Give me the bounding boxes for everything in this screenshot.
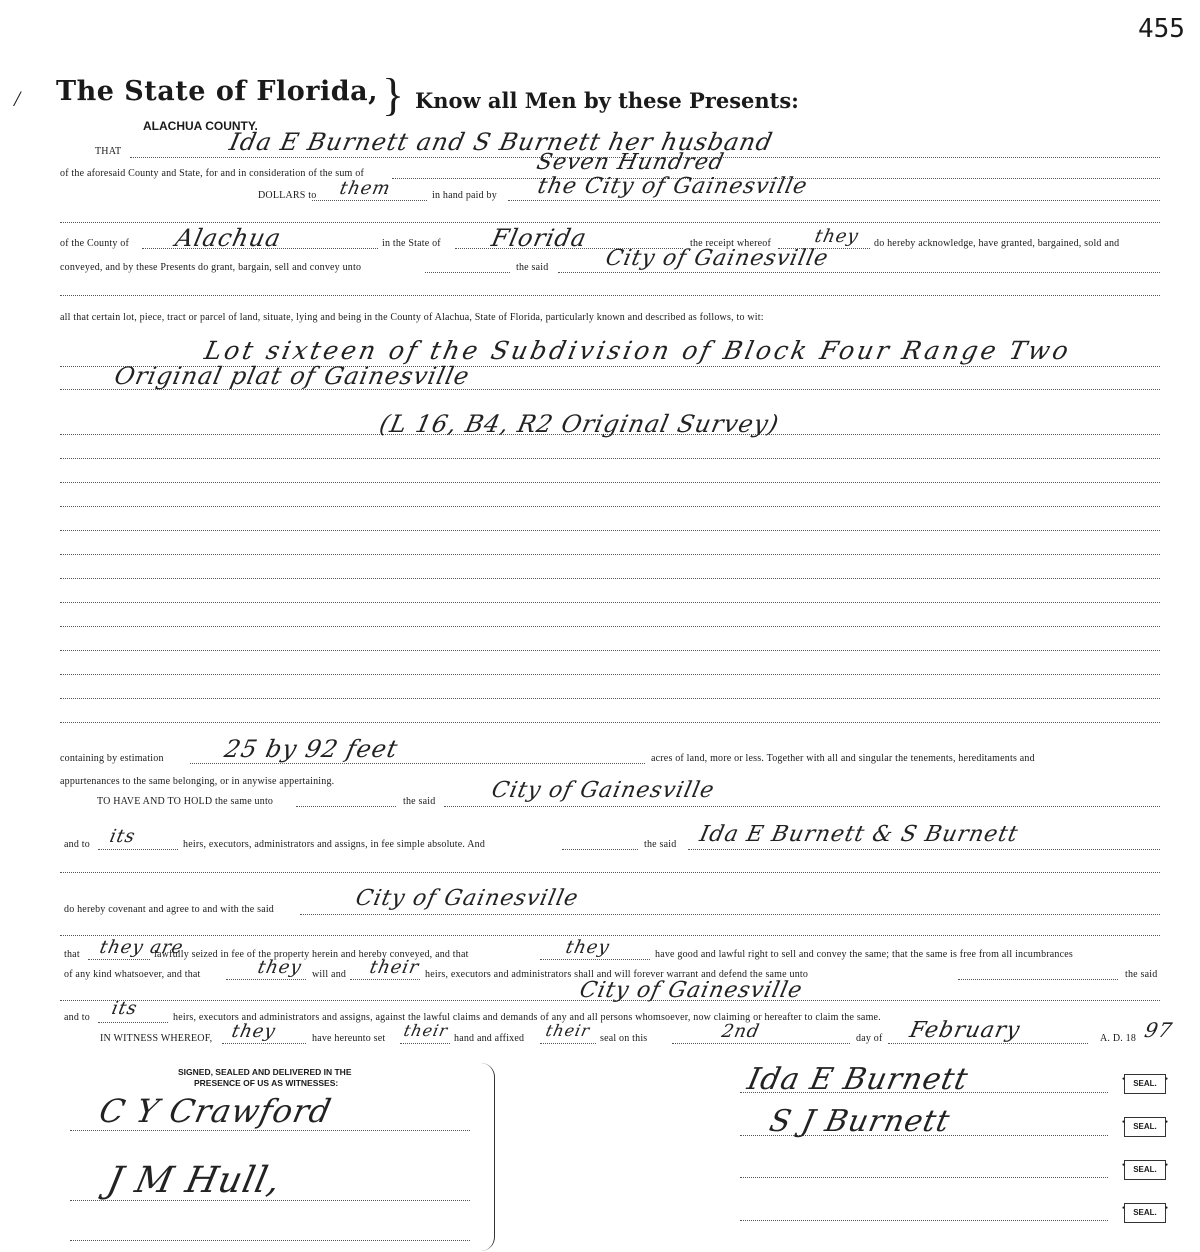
label-seal-on-this: seal on this	[600, 1033, 648, 1044]
label-paid-by: in hand paid by	[432, 190, 497, 201]
label-presence: PRESENCE OF US AS WITNESSES:	[194, 1078, 339, 1088]
desc-line-7	[60, 530, 1160, 531]
hw-estimation: 25 by 92 feet	[222, 735, 401, 763]
label-any-kind: of any kind whatsoever, and that	[64, 969, 201, 980]
hw-year: 97	[1142, 1018, 1176, 1042]
label-acres: acres of land, more or less. Together with all and singular the tenements, hereditaments and	[651, 753, 1035, 764]
line-to-have	[296, 806, 396, 807]
desc-line-15	[60, 722, 1160, 723]
label-hand-affixed: hand and affixed	[454, 1033, 525, 1044]
desc-line-11	[60, 626, 1160, 627]
hw-the-said: Ida E Burnett & S Burnett	[697, 822, 1021, 847]
hw-unto: City of Gainesville	[577, 978, 805, 1003]
label-state-of: in the State of	[382, 238, 441, 249]
hw-that: they are	[97, 937, 186, 958]
seal-box-1: ● SEAL. ●	[1124, 1074, 1166, 1094]
hw-witness-2: J M Hull,	[103, 1160, 285, 1201]
line-grantee	[558, 272, 1160, 273]
page-number: 455	[1138, 14, 1185, 44]
county-label: ALACHUA COUNTY.	[143, 119, 258, 133]
desc-line-10	[60, 602, 1160, 603]
hw-and-to-2: its	[109, 998, 140, 1019]
desc-line-5	[60, 482, 1160, 483]
label-receipt: the receipt whereof	[690, 238, 771, 249]
label-heirs-exec: heirs, executors, administrators and assigns, in fee simple absolute. And	[183, 839, 486, 850]
label-have-hereunto: have hereunto set	[312, 1033, 386, 1044]
desc-line-12	[60, 650, 1160, 651]
line-covenant	[300, 914, 1160, 915]
line-that-2	[88, 959, 150, 960]
label-all-that: all that certain lot, piece, tract or parcel of land, situate, lying and being in the County of Alachua, State of Florida, particularly known and described as follows, to wit:	[60, 312, 764, 323]
witness-brace	[480, 1063, 495, 1251]
hw-sum: Seven Hundred	[534, 150, 727, 175]
line-heirs-exec	[562, 849, 638, 850]
line-blank-1	[60, 222, 1160, 223]
label-aforesaid: of the aforesaid County and State, for and in consideration of the sum of	[60, 168, 364, 179]
hw-paid-by: the City of Gainesville	[535, 174, 810, 199]
hw-receipt: they	[812, 226, 861, 247]
line-will-and	[350, 979, 420, 980]
hw-signature-1: Ida E Burnett	[744, 1062, 972, 1097]
line-and-to	[98, 849, 178, 850]
line-and-that	[540, 959, 650, 960]
hw-dollars-to: them	[337, 178, 393, 199]
label-dollars-to: DOLLARS to	[258, 190, 317, 201]
hw-description-2: Original plat of Gainesville	[112, 362, 473, 390]
line-blank-2	[60, 295, 1160, 296]
hw-set: their	[401, 1021, 450, 1040]
line-witness-whereof	[222, 1043, 306, 1044]
label-that: THAT	[95, 146, 122, 157]
label-signed-sealed: SIGNED, SEALED AND DELIVERED IN THE	[178, 1067, 352, 1077]
header-brace: }	[382, 69, 405, 120]
hw-will-and: their	[367, 957, 422, 978]
desc-line-14	[60, 698, 1160, 699]
label-and-to: and to	[64, 839, 90, 850]
label-day-of: day of	[856, 1033, 883, 1044]
label-the-said-1: the said	[516, 262, 549, 273]
line-unto	[958, 979, 1118, 980]
hw-grantors: Ida E Burnett and S Burnett her husband	[227, 128, 776, 156]
hw-any-kind: they	[255, 957, 304, 978]
signature-line-4	[740, 1220, 1108, 1221]
line-any-kind	[226, 979, 306, 980]
hw-affixed: their	[543, 1021, 592, 1040]
label-containing: containing by estimation	[60, 753, 164, 764]
hw-covenant-with: City of Gainesville	[353, 886, 581, 911]
state-title: The State of Florida,	[56, 76, 379, 107]
desc-line-4	[60, 458, 1160, 459]
signature-line-3	[740, 1177, 1108, 1178]
label-the-said-2: the said	[403, 796, 436, 807]
line-to-have-unto	[444, 806, 1160, 807]
label-conveyed: conveyed, and by these Presents do grant, bargain, sell and convey unto	[60, 262, 362, 273]
hw-state: Florida	[489, 224, 590, 252]
desc-line-9	[60, 578, 1160, 579]
line-affixed	[540, 1043, 596, 1044]
know-all-heading: Know all Men by these Presents:	[415, 88, 799, 113]
witness-line-1	[70, 1130, 470, 1131]
margin-check-mark: /	[14, 86, 21, 111]
label-appurtenances: appurtenances to the same belonging, or in anywise appertaining.	[60, 776, 335, 787]
line-set	[400, 1043, 450, 1044]
line-conveyed	[425, 272, 510, 273]
hw-and-to: its	[107, 826, 138, 847]
desc-line-6	[60, 506, 1160, 507]
label-the-said-4: the said	[1125, 969, 1158, 980]
label-lawfully: lawfully seized in fee of the property herein and hereby conveyed, and that	[154, 949, 469, 960]
label-will-and: will and	[312, 969, 347, 980]
witness-line-3	[70, 1240, 470, 1241]
hw-description-3: (L 16, B4, R2 Original Survey)	[377, 410, 782, 438]
line-estimation	[190, 763, 645, 764]
line-blank-4	[60, 935, 1160, 936]
seal-box-4: ● SEAL. ●	[1124, 1203, 1166, 1223]
seal-box-3: ● SEAL. ●	[1124, 1160, 1166, 1180]
line-day	[672, 1043, 850, 1044]
hw-to-have-unto: City of Gainesville	[489, 778, 717, 803]
hw-signature-2: S J Burnett	[766, 1104, 954, 1139]
hw-day: 2nd	[719, 1021, 762, 1042]
hw-month: February	[907, 1018, 1023, 1043]
line-dollars-to	[312, 200, 427, 201]
label-heirs-admin: heirs, executors and administrators shall and will forever warrant and defend the same unto	[425, 969, 809, 980]
label-heirs-claims: heirs, executors and administrators and assigns, against the lawful claims and demands of any and all persons whomsoever, now claiming or hereafter to claim the same.	[173, 1012, 881, 1023]
desc-line-13	[60, 674, 1160, 675]
line-paid-by	[508, 200, 1160, 201]
hw-witness-whereof: they	[229, 1021, 278, 1042]
label-good-right: have good and lawful right to sell and convey the same; that the same is free from all incumbrances	[655, 949, 1074, 960]
label-county-of: of the County of	[60, 238, 130, 249]
line-the-said-3	[688, 849, 1160, 850]
hw-and-that: they	[563, 937, 612, 958]
label-the-said-3: the said	[644, 839, 677, 850]
hw-county: Alachua	[173, 224, 284, 252]
label-and-to-2: and to	[64, 1012, 90, 1023]
hw-grantee: City of Gainesville	[603, 246, 831, 271]
label-that-2: that	[64, 949, 80, 960]
label-covenant: do hereby covenant and agree to and with the said	[64, 904, 275, 915]
label-ad: A. D. 18	[1100, 1033, 1137, 1044]
hw-description-1: Lot sixteen of the Subdivision of Block Four Range Two	[201, 336, 1074, 365]
seal-box-2: ● SEAL. ●	[1124, 1117, 1166, 1137]
line-blank-3	[60, 872, 1160, 873]
label-to-have: TO HAVE AND TO HOLD the same unto	[97, 796, 274, 807]
line-month	[888, 1043, 1088, 1044]
label-in-witness: IN WITNESS WHEREOF,	[100, 1033, 213, 1044]
line-and-to-2	[98, 1022, 168, 1023]
hw-witness-1: C Y Crawford	[95, 1092, 336, 1130]
label-acknowledge: do hereby acknowledge, have granted, bargained, sold and	[874, 238, 1120, 249]
desc-line-8	[60, 554, 1160, 555]
